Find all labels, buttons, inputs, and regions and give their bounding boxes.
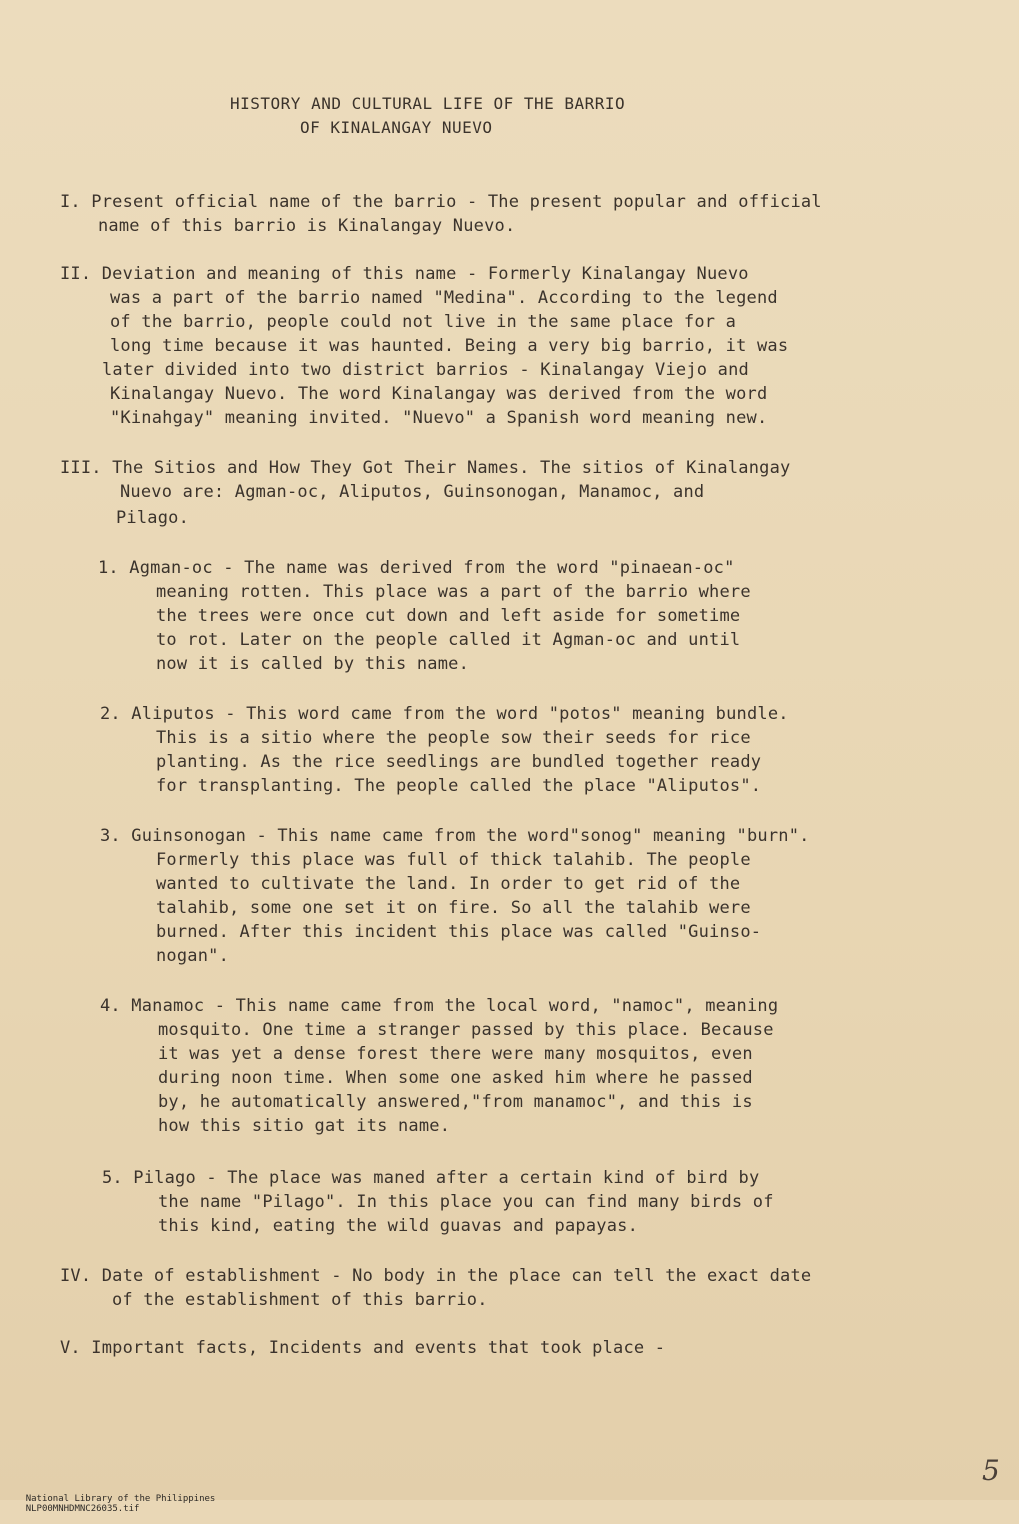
- item-4-line-5: by, he automatically answered,"from manamoc", and this is: [158, 1092, 753, 1112]
- section-4-line-2: of the establishment of this barrio.: [112, 1290, 488, 1310]
- item-5-line-1: 5. Pilago - The place was maned after a certain kind of bird by: [102, 1168, 760, 1188]
- item-1-line-4: to rot. Later on the people called it Agman-oc and until: [156, 630, 741, 650]
- item-3-line-4: talahib, some one set it on fire. So all the talahib were: [156, 898, 751, 918]
- item-4-line-2: mosquito. One time a stranger passed by this place. Because: [158, 1020, 774, 1040]
- item-3-line-5: burned. After this incident this place was called "Guinso-: [156, 922, 762, 942]
- section-3-line-1: III. The Sitios and How They Got Their Names. The sitios of Kinalangay: [60, 458, 791, 478]
- section-2-line-7: "Kinahgay" meaning invited. "Nuevo" a Spanish word meaning new.: [110, 408, 768, 428]
- title-line-2: OF KINALANGAY NUEVO: [300, 118, 493, 137]
- footer-file: NLP00MNHDMNC26035.tif: [25, 1504, 140, 1514]
- item-4-line-4: during noon time. When some one asked him where he passed: [158, 1068, 753, 1088]
- section-2-line-6: Kinalangay Nuevo. The word Kinalangay was derived from the word: [110, 384, 768, 404]
- item-1-line-1: 1. Agman-oc - The name was derived from the word "pinaean-oc": [98, 558, 735, 578]
- item-5-line-3: this kind, eating the wild guavas and papayas.: [158, 1216, 639, 1236]
- section-2-line-3: of the barrio, people could not live in the same place for a: [110, 312, 737, 332]
- item-1-line-5: now it is called by this name.: [156, 654, 470, 674]
- item-3-line-3: wanted to cultivate the land. In order to get rid of the: [156, 874, 741, 894]
- footer-library: National Library of the Philippines: [25, 1494, 216, 1504]
- item-2-line-1: 2. Aliputos - This word came from the word "potos" meaning bundle.: [100, 704, 789, 724]
- item-2-line-3: planting. As the rice seedlings are bundled together ready: [156, 752, 762, 772]
- item-4-line-6: how this sitio gat its name.: [158, 1116, 451, 1136]
- section-2-line-4: long time because it was haunted. Being a very big barrio, it was: [110, 336, 789, 356]
- section-3-line-2: Nuevo are: Agman-oc, Aliputos, Guinsonogan, Manamoc, and: [120, 482, 705, 502]
- item-3-line-6: nogan".: [156, 946, 230, 966]
- item-5-line-2: the name "Pilago". In this place you can find many birds of: [158, 1192, 774, 1212]
- item-4-line-1: 4. Manamoc - This name came from the local word, "namoc", meaning: [100, 996, 779, 1016]
- archive-footer: [4, 1484, 233, 1524]
- section-5-line-1: V. Important facts, Incidents and events that took place -: [60, 1338, 666, 1358]
- section-1-line-1: I. Present official name of the barrio - The present popular and official: [60, 192, 822, 212]
- item-1-line-3: the trees were once cut down and left aside for sometime: [156, 606, 741, 626]
- section-2-line-5: later divided into two district barrios - Kinalangay Viejo and: [102, 360, 749, 380]
- section-2-line-1: II. Deviation and meaning of this name - Formerly Kinalangay Nuevo: [60, 264, 749, 284]
- item-3-line-1: 3. Guinsonogan - This name came from the word"sonog" meaning "burn".: [100, 826, 810, 846]
- title-line-1: HISTORY AND CULTURAL LIFE OF THE BARRIO: [230, 94, 626, 113]
- section-2-line-2: was a part of the barrio named "Medina". According to the legend: [110, 288, 778, 308]
- page-number: 5: [982, 1454, 1000, 1487]
- item-3-line-2: Formerly this place was full of thick talahib. The people: [156, 850, 751, 870]
- item-4-line-3: it was yet a dense forest there were many mosquitos, even: [158, 1044, 753, 1064]
- section-4-line-1: IV. Date of establishment - No body in the place can tell the exact date: [60, 1266, 812, 1286]
- section-3-line-3: Pilago.: [116, 508, 190, 528]
- item-1-line-2: meaning rotten. This place was a part of the barrio where: [156, 582, 751, 602]
- item-2-line-4: for transplanting. The people called the place "Aliputos".: [156, 776, 762, 796]
- item-2-line-2: This is a sitio where the people sow their seeds for rice: [156, 728, 751, 748]
- section-1-line-2: name of this barrio is Kinalangay Nuevo.: [98, 216, 516, 236]
